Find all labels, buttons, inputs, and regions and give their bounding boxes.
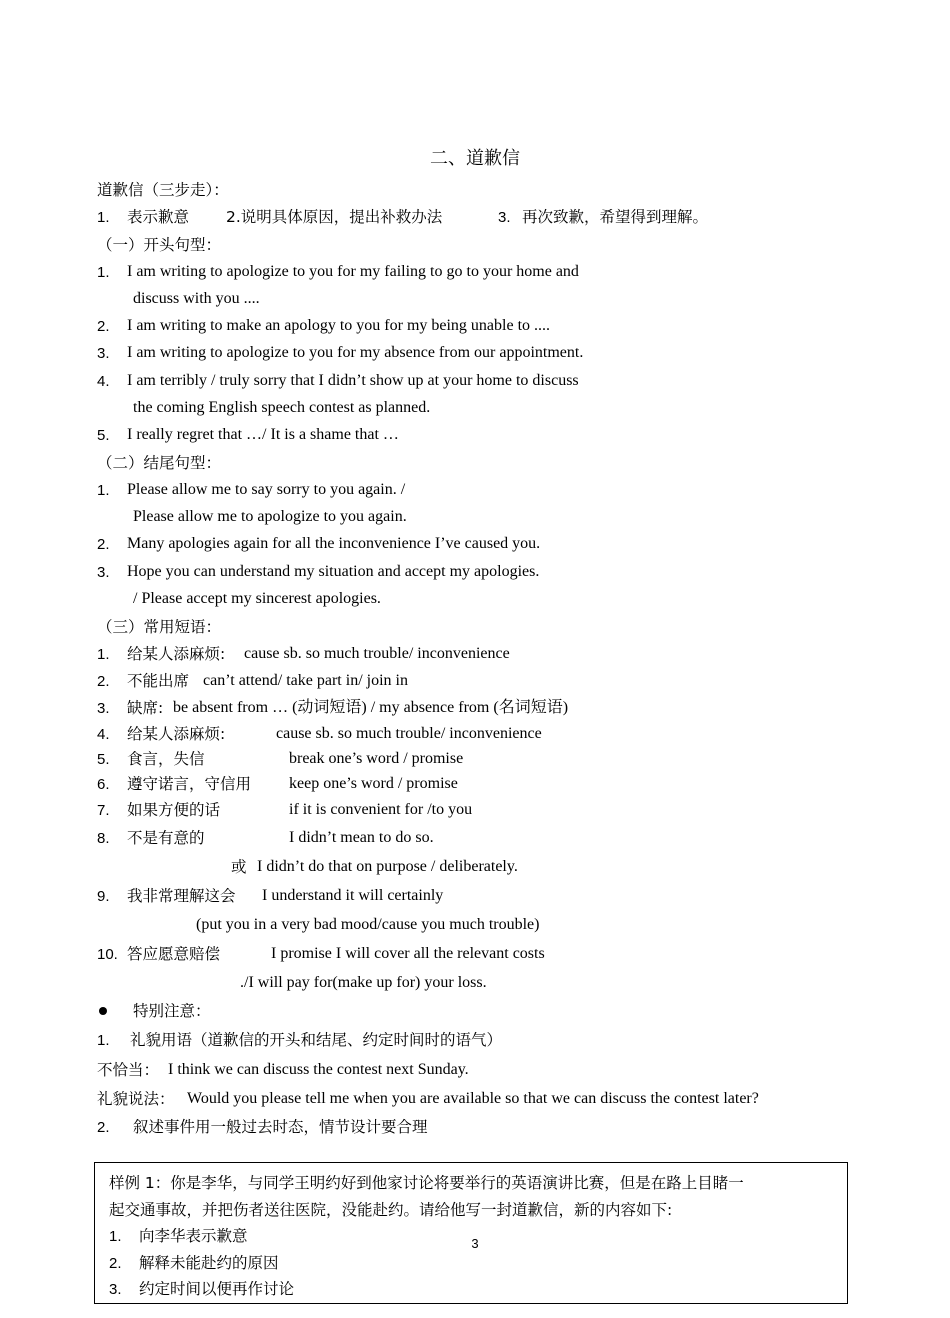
list-number: 6. (97, 776, 110, 793)
list-item-continued: Please allow me to apologize to you again. (133, 508, 407, 525)
bad-example-text: I think we can discuss the contest next Sunday. (168, 1061, 469, 1078)
example-item: 约定时间以便再作讨论 (139, 1280, 295, 1298)
step-text: 再次致歉，希望得到理解。 (522, 208, 709, 226)
good-example-text: Would you please tell me when you are available so that we can discuss the contest later? (187, 1090, 759, 1107)
section-heading: （二）结尾句型： (97, 454, 222, 472)
phrase-en: keep one’s word / promise (289, 775, 458, 792)
list-number: 3. (109, 1281, 122, 1298)
list-number: 10. (97, 946, 118, 963)
step-text: 2.说明具体原因，提出补救办法 (226, 208, 443, 226)
list-number: 2. (97, 318, 110, 335)
phrase-cn: 不是有意的 (127, 829, 205, 847)
example-item: 解释未能赴约的原因 (139, 1254, 279, 1272)
phrase-cn: 食言，失信 (127, 750, 205, 768)
phrase-en: can’t attend/ take part in/ join in (203, 672, 408, 689)
list-number: 1. (97, 482, 110, 499)
list-item: I am terribly / truly sorry that I didn’t show up at your home to discuss (127, 372, 579, 389)
phrase-alt-cn: 或 (231, 858, 247, 876)
list-item: Please allow me to say sorry to you again. / (127, 481, 406, 498)
list-item: Hope you can understand my situation and accept my apologies. (127, 563, 540, 580)
phrase-en: cause sb. so much trouble/ inconvenience (244, 645, 510, 662)
intro-text: 道歉信（三步走）： (97, 181, 229, 199)
list-item: I am writing to apologize to you for my failing to go to your home and (127, 263, 579, 280)
list-item-continued: / Please accept my sincerest apologies. (133, 590, 381, 607)
notes-heading: 特别注意： (133, 1002, 211, 1020)
phrase-en: if it is convenient for /to you (289, 801, 473, 818)
list-number: 5. (97, 751, 110, 768)
list-item-continued: discuss with you .... (133, 290, 260, 307)
phrase-en: be absent from … (动词短语) / my absence from (名词短语) (173, 699, 569, 716)
example-text: 样例 1：你是李华，与同学王明约好到他家讨论将要举行的英语演讲比赛，但是在路上目睹一 (109, 1174, 744, 1192)
phrase-continued: ./I will pay for(make up for) your loss. (240, 974, 487, 991)
list-item: I am writing to apologize to you for my absence from our appointment. (127, 344, 584, 361)
phrase-cn: 如果方便的话 (127, 801, 221, 819)
list-number: 2. (97, 1119, 110, 1136)
list-number: 8. (97, 830, 110, 847)
list-number: 3. (97, 345, 110, 362)
phrase-cn: 遵守诺言，守信用 (127, 775, 252, 793)
list-number: 7. (97, 802, 110, 819)
step-number: 1. (97, 209, 110, 226)
example-text: 起交通事故，并把伤者送往医院，没能赴约。请给他写一封道歉信，新的内容如下: (109, 1201, 673, 1219)
phrase-en: break one’s word / promise (289, 750, 464, 767)
phrase-alt-en: I didn’t do that on purpose / deliberately. (257, 858, 518, 875)
example-item: 向李华表示歉意 (139, 1227, 248, 1245)
list-number: 2. (97, 536, 110, 553)
phrase-cn: 给某人添麻烦: (127, 645, 226, 663)
good-example-label: 礼貌说法： (97, 1090, 175, 1108)
step-number: 3. (498, 209, 511, 226)
section-heading: （一）开头句型： (97, 236, 222, 254)
section-heading: （三）常用短语： (97, 618, 222, 636)
list-number: 2. (97, 673, 110, 690)
list-number: 3. (97, 700, 110, 717)
list-item: Many apologies again for all the inconvenience I’ve caused you. (127, 535, 541, 552)
list-number: 4. (97, 726, 110, 743)
list-number: 1. (97, 264, 110, 281)
phrase-cn: 不能出席 (127, 672, 190, 690)
bullet-icon (99, 1007, 107, 1015)
phrase-cn: 给某人添麻烦: (127, 725, 226, 743)
phrase-cn: 缺席: (127, 699, 164, 717)
list-item: I am writing to make an apology to you for my being unable to .... (127, 317, 551, 334)
step-text: 表示歉意 (127, 208, 190, 226)
phrase-en: I understand it will certainly (262, 887, 444, 904)
phrase-cn: 我非常理解这会 (127, 887, 236, 905)
bad-example-label: 不恰当： (97, 1061, 160, 1079)
list-number: 2. (109, 1255, 122, 1272)
list-number: 1. (97, 1032, 110, 1049)
list-number: 5. (97, 427, 110, 444)
phrase-en: cause sb. so much trouble/ inconvenience (276, 725, 542, 742)
list-number: 1. (97, 646, 110, 663)
list-number: 1. (109, 1228, 122, 1245)
page-number: 3 (471, 1236, 479, 1251)
phrase-cn: 答应愿意赔偿 (127, 945, 221, 963)
list-item-continued: the coming English speech contest as planned. (133, 399, 431, 416)
phrase-en: I promise I will cover all the relevant costs (271, 945, 545, 962)
note-item: 叙述事件用一般过去时态，情节设计要合理 (133, 1118, 428, 1136)
list-number: 9. (97, 888, 110, 905)
phrase-continued: (put you in a very bad mood/cause you much trouble) (196, 916, 540, 933)
list-number: 3. (97, 564, 110, 581)
phrase-en: I didn’t mean to do so. (289, 829, 434, 846)
note-item: 礼貌用语（道歉信的开头和结尾、约定时间时的语气） (130, 1031, 503, 1049)
list-number: 4. (97, 373, 110, 390)
page-title: 二、道歉信 (430, 148, 520, 169)
list-item: I really regret that …/ It is a shame that … (127, 426, 399, 443)
